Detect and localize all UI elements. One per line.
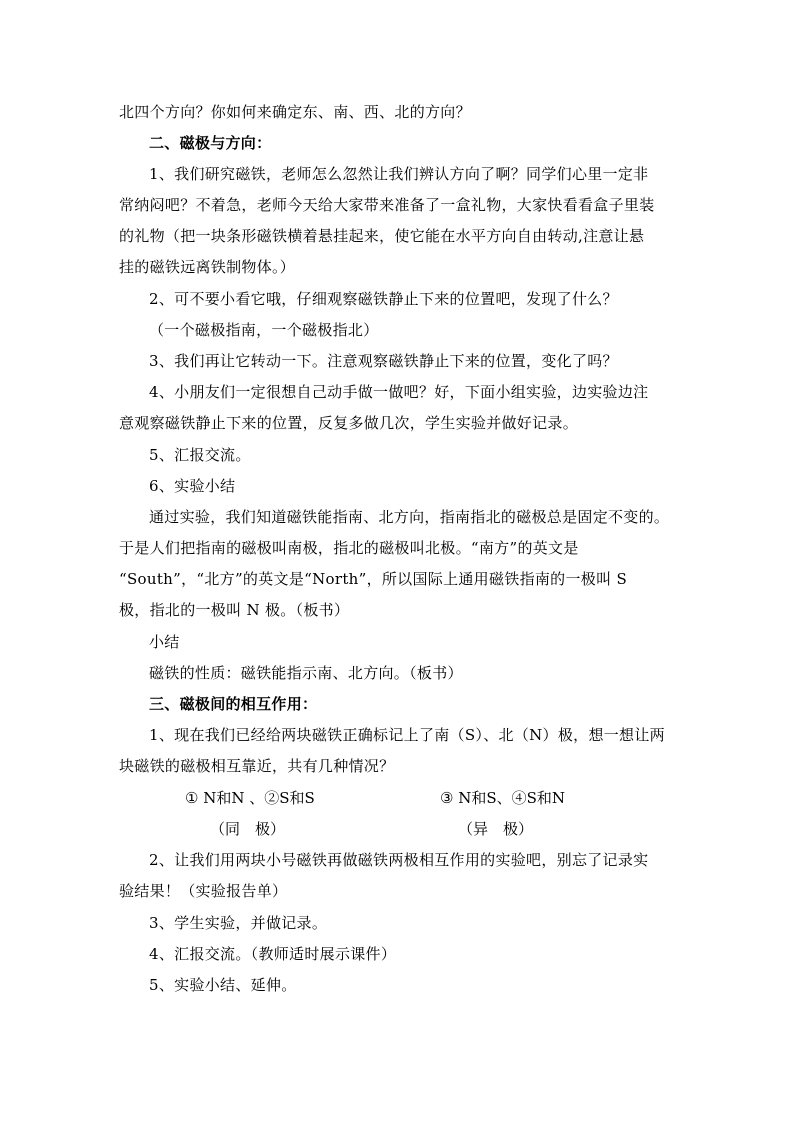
paragraph-line: 于是人们把指南的磁极叫南极，指北的磁极叫北极。“南方”的英文是	[119, 539, 579, 557]
paragraph-line: 1、现在我们已经给两块磁铁正确标记上了南（S）、北（N）极，想一想让两	[149, 726, 665, 744]
opposite-pole-label: （异 极）	[458, 820, 534, 838]
paragraph-line: 4、小朋友们一定很想自己动手做一做吧？好，下面小组实验，边实验边注	[149, 383, 649, 401]
paragraph-line: 磁铁的性质：磁铁能指示南、北方向。（板书）	[149, 664, 463, 682]
paragraph-line: 北四个方向？你如何来确定东、南、西、北的方向？	[119, 103, 471, 121]
paragraph-line: “South”，“北方”的英文是“North”，所以国际上通用磁铁指南的一极叫 S	[119, 570, 628, 588]
paragraph-line: 3、学生实验，并做记录。	[149, 914, 328, 932]
paragraph-line: 通过实验，我们知道磁铁能指南、北方向，指南指北的磁极总是固定不变的。	[149, 508, 670, 526]
paragraph-line: 2、可不要小看它哦，仔细观察磁铁静止下来的位置吧，发现了什么？	[149, 290, 618, 308]
paragraph-line: 验结果！（实验报告单）	[119, 882, 288, 900]
same-pole-pairs: ① N和N 、②S和S	[185, 789, 315, 807]
opposite-pole-pairs: ③ N和S、④S和N	[440, 789, 566, 807]
paragraph-line: 块磁铁的磁极相互靠近，共有几种情况？	[119, 757, 395, 775]
paragraph-line: 的礼物（把一块条形磁铁横着悬挂起来，使它能在水平方向自由转动,注意让悬	[119, 227, 645, 245]
paragraph-line: 2、让我们用两块小号磁铁再做磁铁两极相互作用的实验吧，别忘了记录实	[149, 851, 649, 869]
paragraph-line: 3、我们再让它转动一下。注意观察磁铁静止下来的位置，变化了吗？	[149, 352, 618, 370]
paragraph-line: 挂的磁铁远离铁制物体。）	[119, 258, 296, 276]
section-heading: 二、磁极与方向：	[149, 134, 272, 152]
paragraph-line: 5、实验小结、延伸。	[149, 976, 297, 994]
paragraph-line: 小结	[149, 633, 180, 651]
paragraph-line: 5、汇报交流。	[149, 446, 251, 464]
paragraph-line: 1、我们研究磁铁，老师怎么忽然让我们辨认方向了啊？同学们心里一定非	[149, 165, 649, 183]
paragraph-line: 6、实验小结	[149, 477, 236, 495]
paragraph-line: 常纳闷吧？不着急，老师今天给大家带来准备了一盒礼物，大家快看看盒子里装	[119, 196, 655, 214]
same-pole-label: （同 极）	[210, 820, 286, 838]
paragraph-line: 4、汇报交流。（教师适时展示课件）	[149, 945, 397, 963]
paragraph-line: 极，指北的一极叫 N 极。（板书）	[119, 601, 350, 619]
paragraph-line: （一个磁极指南，一个磁极指北）	[149, 321, 379, 339]
paragraph-line: 意观察磁铁静止下来的位置，反复多做几次，学生实验并做好记录。	[119, 414, 579, 432]
section-heading: 三、磁极间的相互作用：	[149, 695, 318, 713]
